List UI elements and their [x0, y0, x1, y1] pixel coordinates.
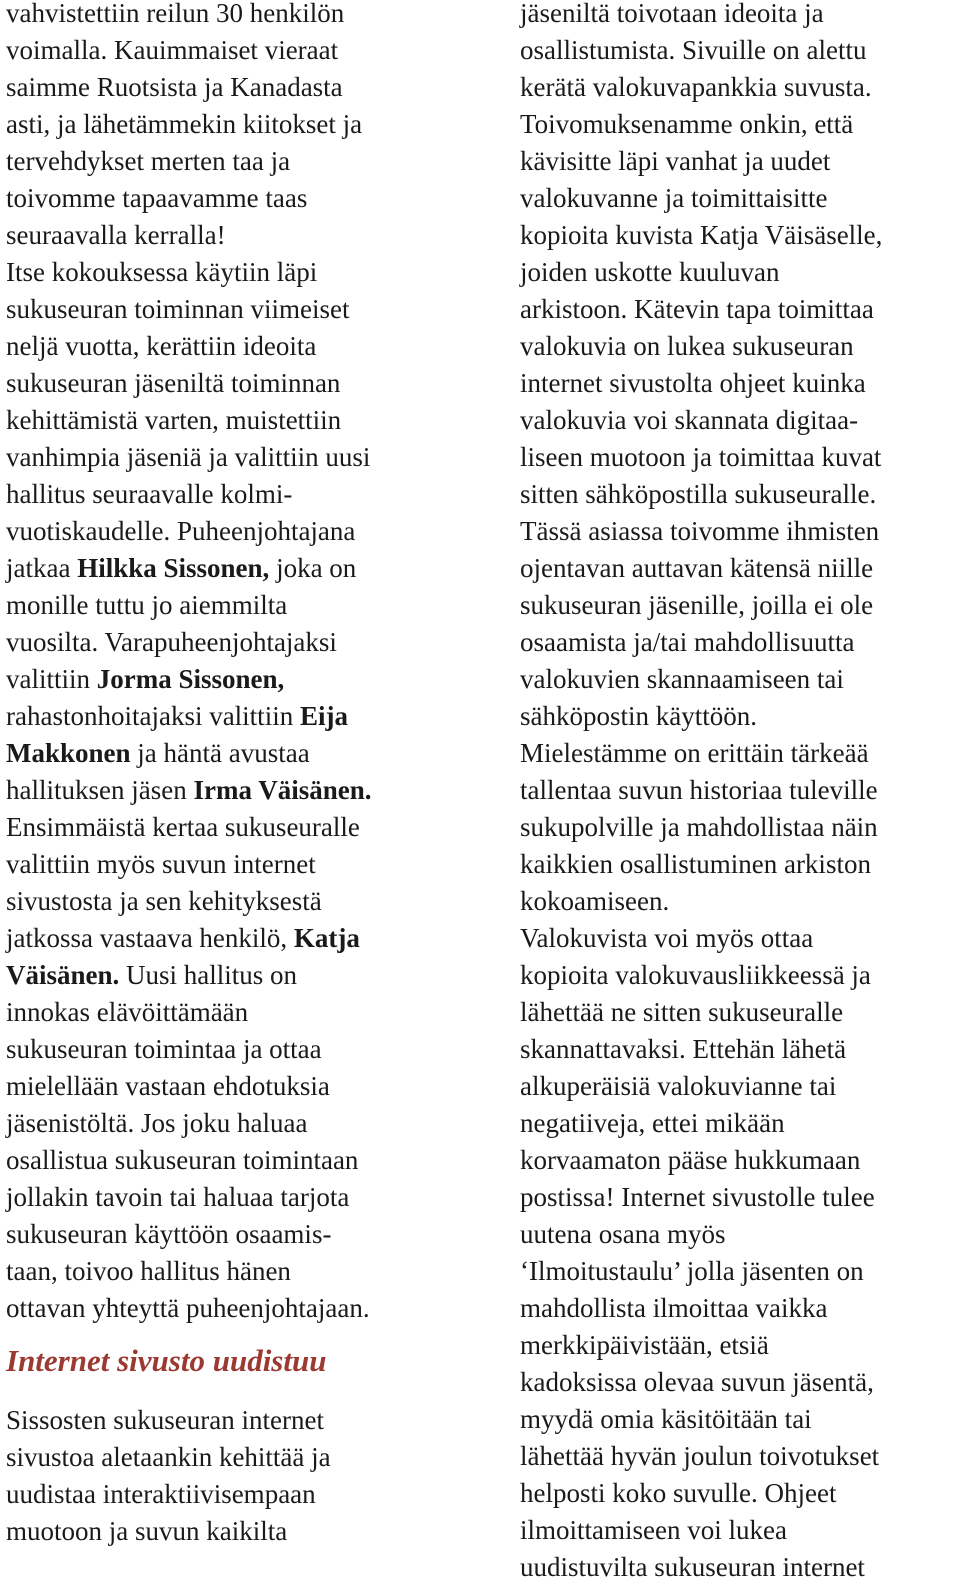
text-line: mahdollista ilmoittaa vaikka	[520, 1293, 828, 1323]
paragraph-photo-copies	[520, 920, 960, 1586]
text-line: sukuseuran toiminnan viimeiset	[6, 294, 350, 324]
person-name-bold: Hilkka Sissonen,	[77, 553, 270, 583]
person-name-bold: Jorma Sissonen,	[96, 664, 285, 694]
text-line: osallistua sukuseuran toimintaan	[6, 1145, 359, 1175]
text-line: vanhimpia jäseniä ja valittiin uusi	[6, 442, 371, 472]
text-line: lähettää ne sitten sukuseuralle	[520, 997, 844, 1027]
text-line: skannattavaksi. Ettehän lähetä	[520, 1034, 847, 1064]
text-line: valokuvanne ja toimittaisitte	[520, 183, 828, 213]
text-line: vahvistettiin reilun 30 henkilön	[6, 0, 345, 28]
text-line: tervehdykset merten taa ja	[6, 146, 291, 176]
text-run: ja häntä avustaa	[130, 738, 310, 768]
text-line	[6, 698, 486, 735]
text-line: Tässä asiassa toivomme ihmisten	[520, 516, 880, 546]
text-line: toivomme tapaavamme taas	[6, 183, 308, 213]
text-line	[6, 661, 486, 698]
text-line: kopioita kuvista Katja Väisäselle,	[520, 220, 883, 250]
paragraph-photo-bank	[520, 0, 960, 735]
text-line: osaamista ja/tai mahdollisuutta	[520, 627, 855, 657]
text-line: Valokuvista voi myös ottaa	[520, 923, 814, 953]
text-line: kokoamiseen.	[520, 886, 670, 916]
paragraph-internet-site	[6, 1402, 486, 1550]
text-line	[6, 957, 486, 994]
paragraph-meeting-intro	[6, 0, 486, 254]
text-run: hallituksen jäsen	[6, 775, 194, 805]
text-line	[6, 550, 486, 587]
text-line: voimalla. Kauimmaiset vieraat	[6, 35, 339, 65]
text-line	[6, 772, 486, 809]
text-run: rahastonhoitajaksi valittiin	[6, 701, 300, 731]
text-line: ilmoittamiseen voi lukea	[520, 1515, 787, 1545]
text-line: sukuseuran jäseniltä toiminnan	[6, 368, 341, 398]
text-line: uutena osana myös	[520, 1219, 726, 1249]
text-line: kehittämistä varten, muistettiin	[6, 405, 342, 435]
text-line: innokas elävöittämään	[6, 997, 249, 1027]
right-column	[520, 0, 960, 1586]
text-line: valittiin myös suvun internet	[6, 849, 316, 879]
text-line: Itse kokouksessa käytiin läpi	[6, 257, 318, 287]
text-line: sukuseuran toimintaa ja ottaa	[6, 1034, 322, 1064]
text-line: osallistumista. Sivuille on alettu	[520, 35, 867, 65]
text-line: seuraavalla kerralla!	[6, 220, 226, 250]
text-line: tallentaa suvun historiaa tuleville	[520, 775, 878, 805]
text-line	[6, 920, 486, 957]
text-line: valokuvien skannaamiseen tai	[520, 664, 844, 694]
text-line: Sissosten sukuseuran internet	[6, 1405, 324, 1435]
text-line: asti, ja lähetämmekin kiitokset ja	[6, 109, 363, 139]
text-line: Toivomuksenamme onkin, että	[520, 109, 854, 139]
text-line: internet sivustolta ohjeet kuinka	[520, 368, 866, 398]
text-run: valittiin	[6, 664, 97, 694]
text-line: vuotiskaudelle. Puheenjohtajana	[6, 516, 356, 546]
text-line: liseen muotoon ja toimittaa kuvat	[520, 442, 882, 472]
text-line: kaikkien osallistuminen arkiston	[520, 849, 871, 879]
text-line: kerätä valokuvapankkia suvusta.	[520, 72, 872, 102]
text-line: neljä vuotta, kerättiin ideoita	[6, 331, 317, 361]
text-line: mielellään vastaan ehdotuksia	[6, 1071, 330, 1101]
text-line: Ensimmäistä kertaa sukuseuralle	[6, 812, 360, 842]
text-line: jäseniltä toivotaan ideoita ja	[520, 0, 824, 28]
paragraph-meeting-board	[6, 254, 486, 1327]
text-line: valokuvia on lukea sukuseuran	[520, 331, 854, 361]
text-line: helposti koko suvulle. Ohjeet	[520, 1478, 837, 1508]
text-line: jollakin tavoin tai haluaa tarjota	[6, 1182, 350, 1212]
text-line: valokuvia voi skannata digitaa-	[520, 405, 859, 435]
text-run: Uusi hallitus on	[119, 960, 298, 990]
text-line: uudistaa interaktiivisempaan	[6, 1479, 316, 1509]
section-heading: Internet sivusto uudistuu	[6, 1343, 327, 1378]
text-line: ojentavan auttavan kätensä niille	[520, 553, 874, 583]
text-line	[6, 735, 486, 772]
text-line: sitten sähköpostilla sukuseuralle.	[520, 479, 877, 509]
text-run: joka on	[269, 553, 357, 583]
text-run: jatkaa	[6, 553, 78, 583]
person-name-bold: Katja	[293, 923, 360, 953]
text-line: muotoon ja suvun kaikilta	[6, 1516, 288, 1546]
person-name-bold: Eija	[299, 701, 348, 731]
text-line: uudistuvilta sukuseuran internet	[520, 1552, 865, 1582]
text-line: sivustoa aletaankin kehittää ja	[6, 1442, 331, 1472]
text-line: sivustosta ja sen kehityksestä	[6, 886, 322, 916]
text-line: hallitus seuraavalle kolmi-	[6, 479, 293, 509]
text-line: postissa! Internet sivustolle tulee	[520, 1182, 875, 1212]
text-line: korvaamaton pääse hukkumaan	[520, 1145, 861, 1175]
text-line: kävisitte läpi vanhat ja uudet	[520, 146, 831, 176]
text-line: lähettää hyvän joulun toivotukset	[520, 1441, 880, 1471]
text-line: kadoksissa olevaa suvun jäsentä,	[520, 1367, 874, 1397]
paragraph-history	[520, 735, 960, 920]
text-line: jäsenistöltä. Jos joku haluaa	[6, 1108, 308, 1138]
text-line: sähköpostin käyttöön.	[520, 701, 757, 731]
text-line: arkistoon. Kätevin tapa toimittaa	[520, 294, 874, 324]
person-name-bold: Irma Väisänen.	[193, 775, 372, 805]
text-line: ‘Ilmoitustaulu’ jolla jäsenten on	[520, 1256, 864, 1286]
text-line: sukupolville ja mahdollistaa näin	[520, 812, 878, 842]
person-name-bold: Väisänen.	[6, 960, 120, 990]
text-run: jatkossa vastaava henkilö,	[6, 923, 294, 953]
person-name-bold: Makkonen	[6, 738, 131, 768]
text-line: merkkipäivistään, etsiä	[520, 1330, 769, 1360]
text-line: ottavan yhteyttä puheenjohtajaan.	[6, 1293, 370, 1323]
text-line: myydä omia käsitöitään tai	[520, 1404, 812, 1434]
text-line: joiden uskotte kuuluvan	[520, 257, 780, 287]
text-line: sukuseuran käyttöön osaamis-	[6, 1219, 332, 1249]
text-line: sukuseuran jäsenille, joilla ei ole	[520, 590, 874, 620]
text-line: vuosilta. Varapuheenjohtajaksi	[6, 627, 337, 657]
left-column	[6, 0, 486, 1550]
text-line: saimme Ruotsista ja Kanadasta	[6, 72, 343, 102]
text-line: negatiiveja, ettei mikään	[520, 1108, 785, 1138]
text-line: alkuperäisiä valokuvianne tai	[520, 1071, 837, 1101]
text-line: Mielestämme on erittäin tärkeää	[520, 738, 869, 768]
text-line: taan, toivoo hallitus hänen	[6, 1256, 291, 1286]
text-line: kopioita valokuvausliikkeessä ja	[520, 960, 871, 990]
text-line: monille tuttu jo aiemmilta	[6, 590, 288, 620]
